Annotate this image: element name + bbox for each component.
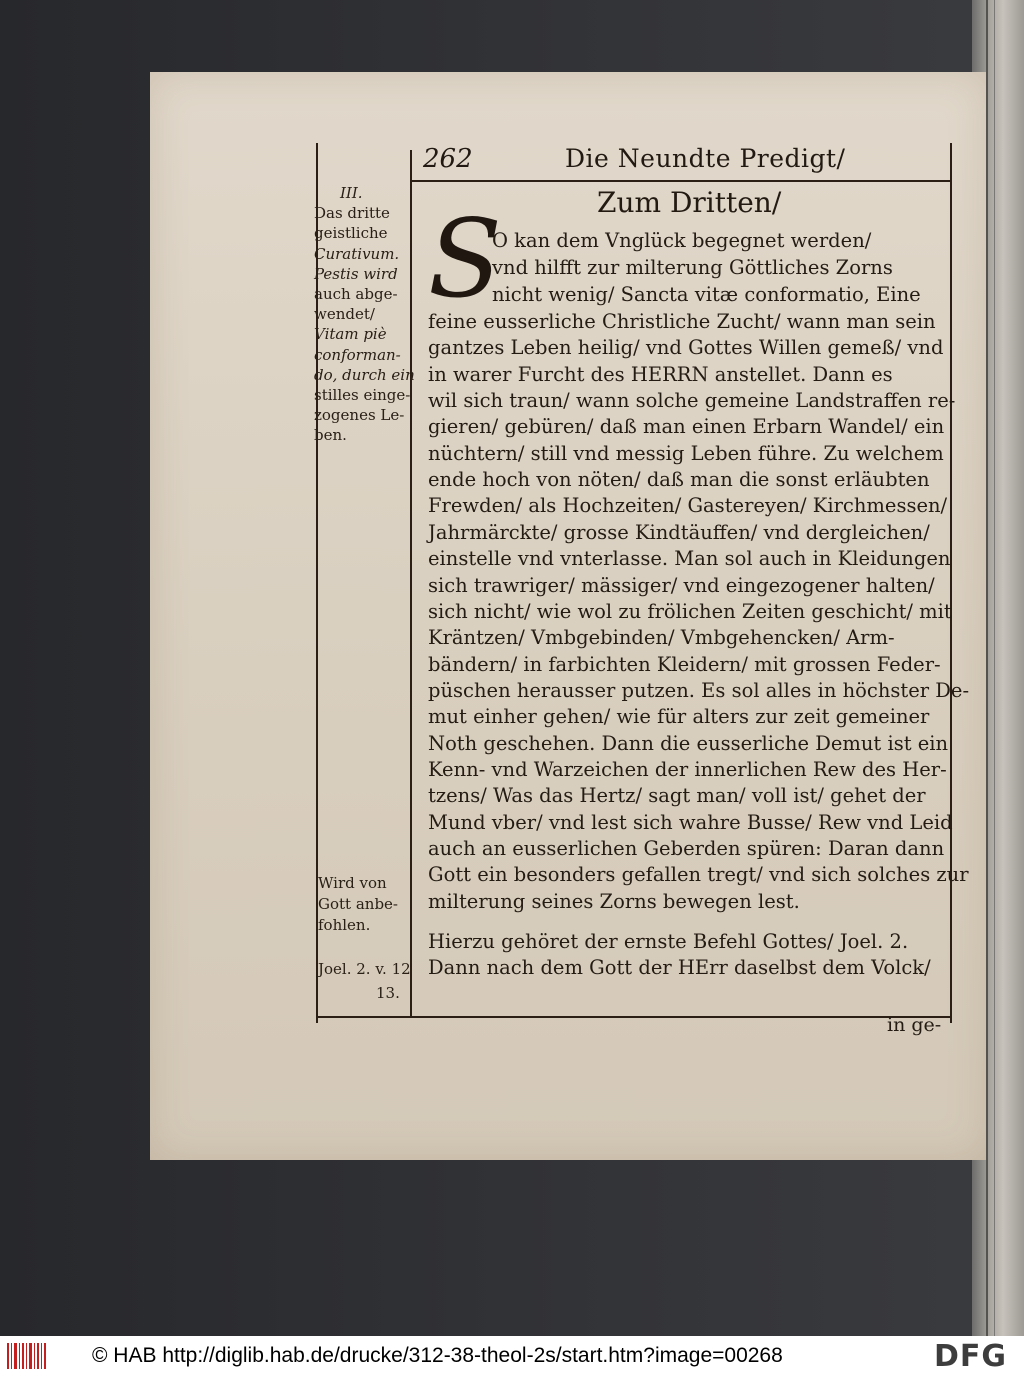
margin-note-line: Joel. 2. v. 12 xyxy=(318,960,411,978)
text-line: Kräntzen/ Vmbgebinden/ Vmbgehencken/ Arm- xyxy=(428,626,895,650)
margin-column-divider xyxy=(410,150,412,1016)
text-line: püschen herausser putzen. Es sol alles in höchster De- xyxy=(428,678,970,702)
margin-note-line: III. xyxy=(340,184,363,202)
text-line: gantzes Leben heilig/ vnd Gottes Willen gemeß/ vnd xyxy=(428,336,944,360)
section-heading: Zum Dritten/ xyxy=(597,186,782,219)
text-line: milterung seines Zorns bewegen lest. xyxy=(428,889,800,913)
text-line: tzens/ Was das Hertz/ sagt man/ voll ist/ gehet der xyxy=(428,784,926,808)
running-title: Die Neundte Predigt/ xyxy=(565,144,846,173)
margin-note-line: auch abge- xyxy=(314,285,398,303)
margin-note-line: wendet/ xyxy=(314,305,375,324)
text-line: Dann nach dem Gott der HErr daselbst dem Volck/ xyxy=(428,956,931,980)
margin-note-line: Pestis wird xyxy=(314,264,398,283)
text-line: bändern/ in farbichten Kleidern/ mit grossen Feder- xyxy=(428,652,941,676)
margin-note-line: fohlen. xyxy=(318,916,371,934)
dfg-logo: DFG xyxy=(934,1339,1008,1374)
text-line: wil sich traun/ wann solche gemeine Landstraffen re- xyxy=(428,389,956,413)
copyright-link[interactable]: © HAB http://diglib.hab.de/drucke/312-38-theol-2s/start.htm?image=00268 xyxy=(92,1344,783,1367)
margin-note-line: conforman- xyxy=(314,345,401,364)
text-line: auch an eusserlichen Geberden spüren: Daran dann xyxy=(428,837,945,860)
text-line: nüchtern/ still vnd messig Leben führe. Zu welchem xyxy=(428,441,944,465)
margin-note-line: stilles einge- xyxy=(314,386,411,404)
text-line: mut einher gehen/ wie für alters zur zeit gemeiner xyxy=(428,705,930,729)
footer-bar xyxy=(0,1336,1024,1376)
text-line: Noth geschehen. Dann die eusserliche Demut ist ein xyxy=(428,731,949,755)
text-line: einstelle vnd vnterlasse. Man sol auch in Kleidungen xyxy=(428,547,951,571)
text-line: sich trawriger/ mässiger/ vnd eingezogener halten/ xyxy=(428,573,935,597)
barcode-icon xyxy=(6,1343,46,1369)
header-rule xyxy=(412,180,952,182)
text-line: gieren/ gebüren/ daß man einen Erbarn Wandel/ ein xyxy=(428,415,945,439)
text-line: sich nicht/ wie wol zu frölichen Zeiten geschicht/ mit xyxy=(428,599,952,623)
text-line: nicht wenig/ Sancta vitæ conformatio, Eine xyxy=(492,283,921,306)
text-line: vnd hilfft zur milterung Göttliches Zorns xyxy=(492,256,893,279)
catchword: in ge- xyxy=(887,1014,942,1036)
margin-note-line: zogenes Le- xyxy=(314,406,405,425)
margin-note-line: Gott anbe- xyxy=(318,895,398,913)
drop-cap: S xyxy=(428,197,502,322)
margin-note-line: Wird von xyxy=(318,874,387,892)
frame-bottom-rule xyxy=(316,1016,952,1018)
text-line: Jahrmärckte/ grosse Kindtäuffen/ vnd dergleichen/ xyxy=(428,520,930,544)
margin-note-line: Das dritte xyxy=(314,204,390,223)
margin-note-line: 13. xyxy=(376,984,400,1002)
text-line: ende hoch von nöten/ daß man die sonst erläubten xyxy=(428,468,930,492)
page-number: 262 xyxy=(423,144,473,174)
text-line: Frewden/ als Hochzeiten/ Gastereyen/ Kirchmessen/ xyxy=(428,494,948,518)
margin-note-line: do, durch ein xyxy=(314,365,415,384)
text-line: feine eusserliche Christliche Zucht/ wann man sein xyxy=(428,310,936,333)
text-line: Gott ein besonders gefallen tregt/ vnd sich solches zur xyxy=(428,863,969,887)
text-line: Kenn- vnd Warzeichen der innerlichen Rew des Her- xyxy=(428,757,947,781)
text-line: Mund vber/ vnd lest sich wahre Busse/ Rew vnd Leid xyxy=(428,810,953,834)
text-line: Hierzu gehöret der ernste Befehl Gottes/ Joel. 2. xyxy=(428,930,909,954)
text-line: in warer Furcht des HERRN anstellet. Dann es xyxy=(428,362,893,386)
margin-note-line: geistliche xyxy=(314,224,388,243)
margin-note-line: Vitam piè xyxy=(314,325,387,344)
margin-note-line: Curativum. xyxy=(314,244,400,263)
text-line: O kan dem Vnglück begegnet werden/ xyxy=(492,229,872,252)
margin-note-line: ben. xyxy=(314,426,347,445)
